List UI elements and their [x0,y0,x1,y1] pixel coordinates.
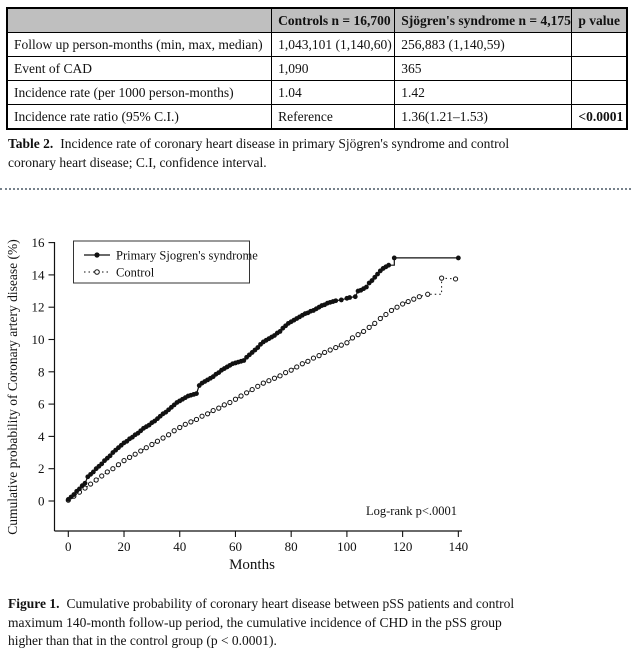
cell-controls: 1,090 [272,57,395,81]
x-axis [55,531,469,573]
table-row [7,81,627,105]
table-2-caption [8,135,631,172]
series-control [66,276,457,502]
header-empty [7,8,272,33]
y-tick-label: 12 [31,299,45,315]
caption-line [8,595,631,614]
cell-sjogrens: 1.36(1.21–1.53) [395,105,572,130]
cell-pvalue [572,33,627,57]
figure-1 [0,215,631,583]
cell-pvalue [572,81,627,105]
y-tick-label: 10 [31,332,45,347]
caption-line [8,135,631,154]
y-axis-title: Cumulative probability of Coronary artery disease (%) [5,239,20,535]
legend [74,241,259,283]
log-rank-annotation: Log-rank p<.0001 [366,504,458,518]
caption-line [8,614,631,633]
row-label: Incidence rate ratio (95% C.I.) [7,105,272,130]
caption-text: maximum 140-month follow-up period, the cumulative incidence of CHD in the pSS group [8,614,502,630]
y-axis [5,235,55,535]
x-tick-label: 60 [228,539,242,554]
y-tick-label: 6 [38,396,45,412]
series-primary-sjogrens-syndrome [66,256,461,502]
caption-text: Incidence rate of coronary heart disease in primary Sjögren's syndrome and control [60,136,510,151]
caption-line [8,632,631,651]
table-row [7,33,627,57]
x-tick-label: 40 [173,539,187,554]
x-tick-label: 20 [117,539,131,554]
x-axis-title: Months [229,557,275,573]
x-tick-label: 0 [65,539,72,554]
table-2 [6,7,628,130]
caption-line [8,154,631,173]
cell-sjogrens: 365 [395,57,572,81]
x-tick-label: 140 [448,539,469,554]
y-tick-label: 0 [38,493,45,509]
figure-1-chart [0,215,631,583]
incidence-table [6,7,628,130]
row-label: Follow up person-months (min, max, median) [7,33,272,57]
dotted-separator [0,188,631,190]
y-tick-label: 14 [31,267,45,283]
x-tick-label: 120 [392,539,413,554]
row-label: Incidence rate (per 1000 person-months) [7,81,272,105]
cell-sjogrens: 1.42 [395,81,572,105]
figure-1-caption [8,595,631,651]
cell-pvalue [572,57,627,81]
cell-controls: 1,043,101 (1,140,60) [272,33,395,57]
legend-label: Control [116,265,155,280]
legend-label: Primary Sjogren's syndrome [116,248,258,263]
x-tick-label: 80 [284,539,298,554]
caption-text: coronary heart disease; C.I, confidence interval. [8,154,267,170]
header-pvalue: p value [572,8,627,33]
cell-controls: 1.04 [272,81,395,105]
y-tick-label: 4 [38,428,45,444]
table-header-row [7,8,627,33]
cell-sjogrens: 256,883 (1,140,59) [395,33,572,57]
cell-controls: Reference [272,105,395,130]
y-tick-label: 8 [38,364,45,380]
header-controls: Controls n = 16,700 [272,8,395,33]
x-tick-label: 100 [337,539,357,554]
caption-text: higher than that in the control group (p < 0.0001). [8,633,277,648]
y-tick-label: 16 [31,235,45,251]
table-2-label: Table 2. [8,136,54,151]
table-row [7,105,627,130]
table-row [7,57,627,81]
header-sjogrens: Sjögren's syndrome n = 4,175 [395,8,572,33]
y-tick-label: 2 [38,461,45,477]
row-label: Event of CAD [7,57,272,81]
caption-text: Cumulative probability of coronary heart disease between pSS patients and control [66,596,515,611]
cell-pvalue: <0.0001 [572,105,627,130]
figure-1-label: Figure 1. [8,596,60,611]
